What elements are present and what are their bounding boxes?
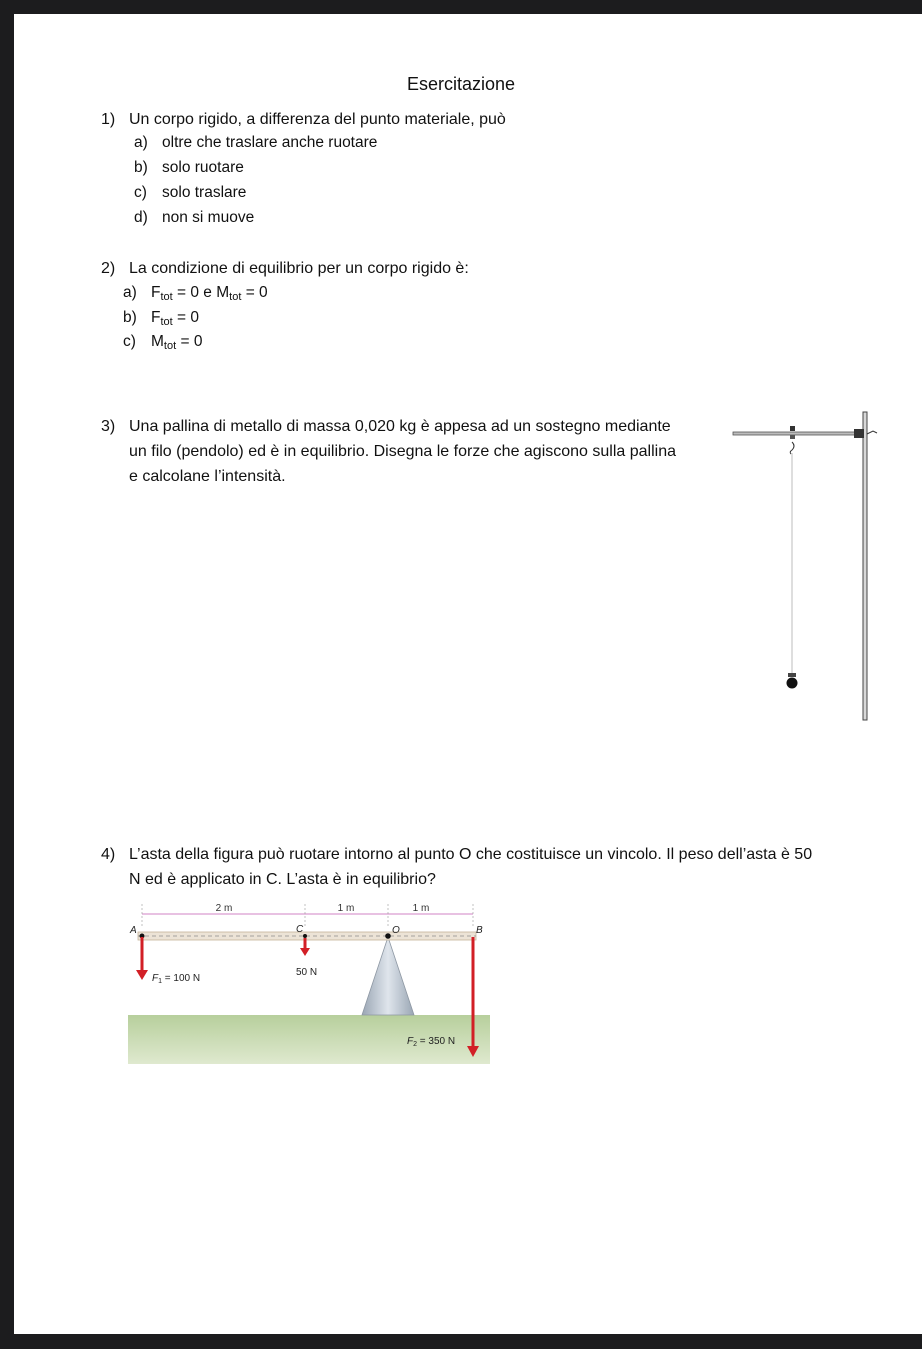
option-letter: c)	[123, 333, 136, 350]
question-number: 3)	[101, 418, 116, 435]
option-text: solo traslare	[162, 184, 247, 201]
option-formula: $F_{tot} = 0$ e $M_{tot} = 0$	[151, 284, 268, 303]
question-line-3: e calcolane l’intensità.	[129, 468, 286, 485]
clamp	[854, 429, 864, 438]
question-4	[101, 842, 881, 892]
point-c	[303, 934, 307, 938]
label-c: C	[296, 924, 304, 935]
option-text: solo ruotare	[162, 159, 244, 176]
option-formula: $F_{tot} = 0$	[151, 309, 199, 328]
weight-label: 50 N	[296, 967, 318, 978]
question-3	[101, 414, 721, 489]
question-line-1: L’asta della figura può ruotare intorno al punto O che costituisce un vincolo. Il peso dell’asta è 50	[129, 846, 813, 863]
question-number: 1)	[101, 111, 116, 128]
question-text: La condizione di equilibrio per un corpo rigido è:	[129, 260, 469, 277]
question-line-2: un filo (pendolo) ed è in equilibrio. Disegna le forze che agiscono sulla pallina	[129, 443, 677, 460]
question-number: 4)	[101, 846, 116, 863]
support-pole	[863, 412, 867, 720]
force-f1-label: $F_1 = 100$ N	[152, 973, 201, 985]
option-letter: b)	[123, 309, 137, 326]
page-title: Esercitazione	[406, 74, 516, 94]
label-b: B	[476, 925, 483, 936]
pivot-support	[362, 937, 414, 1015]
option-letter: a)	[123, 284, 137, 301]
lever-figure	[126, 896, 492, 1066]
point-o	[385, 933, 391, 939]
ball-cap	[788, 673, 796, 677]
weight-arrowhead	[300, 948, 310, 956]
label-a: A	[130, 925, 137, 936]
question-text: Un corpo rigido, a differenza del punto materiale, può	[129, 111, 506, 128]
option-text: oltre che traslare anche ruotare	[162, 134, 378, 151]
support-arm	[733, 432, 857, 435]
question-number: 2)	[101, 260, 116, 277]
question-2	[101, 256, 801, 281]
hook-block-lower	[790, 435, 795, 439]
option-letter: d)	[134, 209, 148, 226]
question-line-2: N ed è applicato in C. L’asta è in equilibrio?	[129, 871, 436, 888]
label-o: O	[392, 925, 400, 936]
force-f1-arrowhead	[136, 970, 148, 980]
option-formula: $M_{tot} = 0$	[151, 333, 203, 352]
pendulum-ball	[787, 678, 798, 689]
pendulum-figure	[730, 408, 890, 724]
dimension-label-2: 1 m	[337, 903, 355, 914]
question-line-1: Una pallina di metallo di massa 0,020 kg è appesa ad un sostegno mediante	[129, 418, 671, 435]
option-letter: c)	[134, 184, 147, 201]
question-1	[101, 107, 801, 132]
option-letter: a)	[134, 134, 148, 151]
force-f2-label: $F_2 = 350$ N	[407, 1036, 456, 1048]
hook-block	[790, 426, 795, 431]
dimension-label-1: 2 m	[215, 903, 233, 914]
hook	[790, 442, 794, 454]
clamp-screw	[867, 431, 877, 434]
option-text: non si muove	[162, 209, 255, 226]
dimension-label-3: 1 m	[412, 903, 430, 914]
option-letter: b)	[134, 159, 148, 176]
